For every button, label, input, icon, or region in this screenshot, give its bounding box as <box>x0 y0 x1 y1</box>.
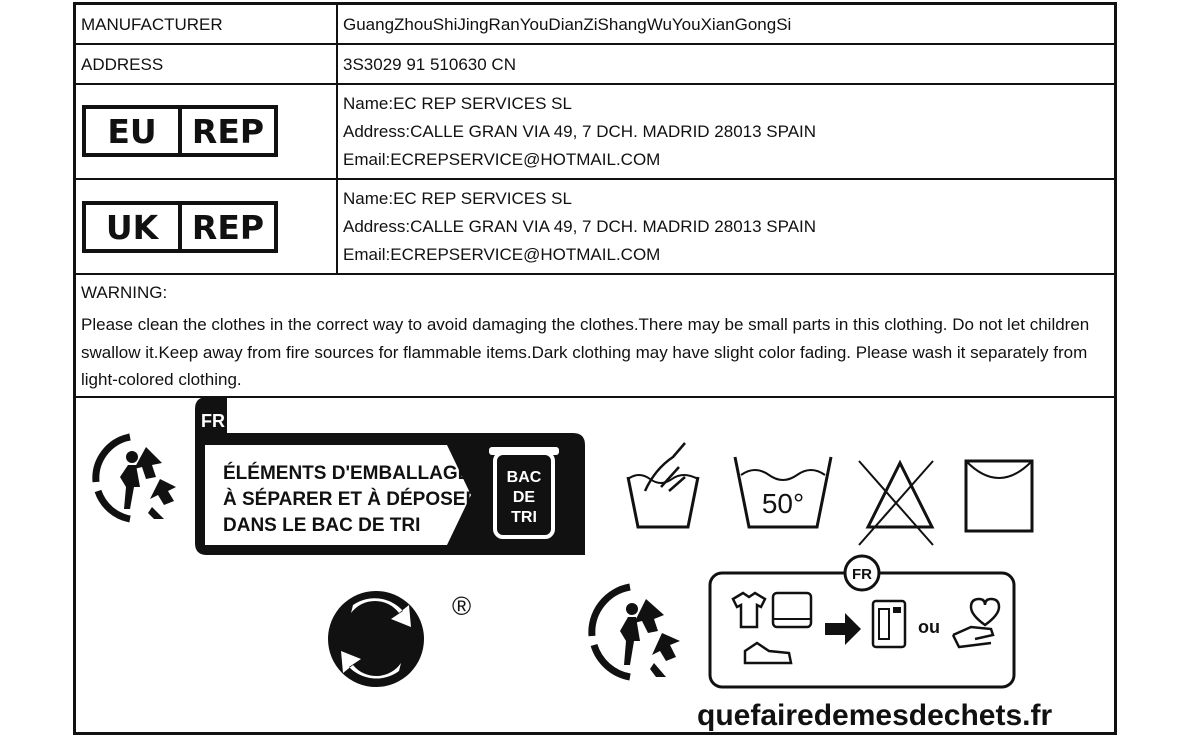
address-value-cell <box>338 45 1114 83</box>
uk-rep-badge-right: REP <box>191 207 265 247</box>
uk-rep-name: Name:EC REP SERVICES SL <box>343 189 572 208</box>
textile-sorting-box <box>710 556 1014 687</box>
sorting-banner-line2: À SÉPARER ET À DÉPOSER <box>223 489 480 510</box>
bin-label-line2: DE <box>512 489 536 506</box>
textile-box-country: FR <box>852 566 872 583</box>
uk-rep-badge-cell <box>76 180 338 273</box>
eu-rep-address: Address:CALLE GRAN VIA 49, 7 DCH. MADRID 28013 SPAIN <box>343 122 817 141</box>
eu-rep-badge-cell <box>76 85 338 178</box>
address-value: 3S3029 91 510630 CN <box>343 55 516 74</box>
wash-temperature: 50° <box>761 488 805 519</box>
bin-label-line1: BAC <box>506 469 542 486</box>
warning-block <box>81 283 1104 394</box>
uk-rep-details <box>338 180 1114 273</box>
collection-bin-icon <box>873 601 905 647</box>
sorting-banner-country: FR <box>201 411 225 431</box>
eu-rep-email: Email:ECREPSERVICE@HOTMAIL.COM <box>343 150 661 169</box>
registered-mark: ® <box>452 591 472 621</box>
address-row <box>76 45 1114 85</box>
tshirt-icon <box>733 593 765 627</box>
donation-hand-icon <box>953 599 999 647</box>
linen-icon <box>773 593 811 627</box>
manufacturer-label-cell <box>76 5 338 43</box>
sorting-banner <box>195 397 585 555</box>
bin-label-line3: TRI <box>511 509 537 526</box>
do-not-bleach-icon <box>859 461 933 545</box>
eu-rep-badge-right: REP <box>191 111 265 151</box>
green-dot-icon <box>328 591 471 687</box>
manufacturer-value: GuangZhouShiJingRanYouDianZiShangWuYouXianGongSi <box>343 15 792 34</box>
eu-rep-badge <box>82 105 278 157</box>
warning-title: WARNING: <box>81 283 168 302</box>
uk-rep-address: Address:CALLE GRAN VIA 49, 7 DCH. MADRID 28013 SPAIN <box>343 217 817 236</box>
product-label <box>73 2 1117 735</box>
warning-row <box>76 275 1114 398</box>
triman-icon <box>96 437 176 519</box>
manufacturer-row <box>76 5 1114 45</box>
manufacturer-label: MANUFACTURER <box>81 15 223 34</box>
eu-rep-row <box>76 85 1114 180</box>
shoes-icon <box>745 643 791 663</box>
address-label: ADDRESS <box>81 55 164 74</box>
hand-wash-icon <box>628 443 698 527</box>
address-label-cell <box>76 45 338 83</box>
or-text: ou <box>918 617 940 637</box>
arrow-icon <box>825 613 861 645</box>
uk-rep-row <box>76 180 1114 275</box>
eu-rep-name: Name:EC REP SERVICES SL <box>343 94 572 113</box>
warning-text: Please clean the clothes in the correct way to avoid damaging the clothes.There may be small parts in this clothing. Do not let children swallow it.Keep away from fire sources for flammable items.Dark clothing may have slight color fading. Please wash it separately from light-colored clothing. <box>81 315 1090 389</box>
wash-50-icon <box>735 457 831 527</box>
manufacturer-value-cell <box>338 5 1114 43</box>
tumble-dry-square-icon <box>966 461 1032 531</box>
symbols-area <box>73 395 1117 735</box>
sorting-banner-line1: ÉLÉMENTS D'EMBALLAGE <box>223 463 471 484</box>
website-text: quefairedemesdechets.fr <box>697 699 1053 732</box>
uk-rep-email: Email:ECREPSERVICE@HOTMAIL.COM <box>343 245 661 264</box>
eu-rep-badge-left: EU <box>86 109 182 153</box>
uk-rep-badge-left: UK <box>86 205 182 249</box>
uk-rep-badge <box>82 201 278 253</box>
eu-rep-details <box>338 85 1114 178</box>
triman-bottom-icon <box>592 587 680 677</box>
sorting-banner-line3: DANS LE BAC DE TRI <box>223 515 421 536</box>
